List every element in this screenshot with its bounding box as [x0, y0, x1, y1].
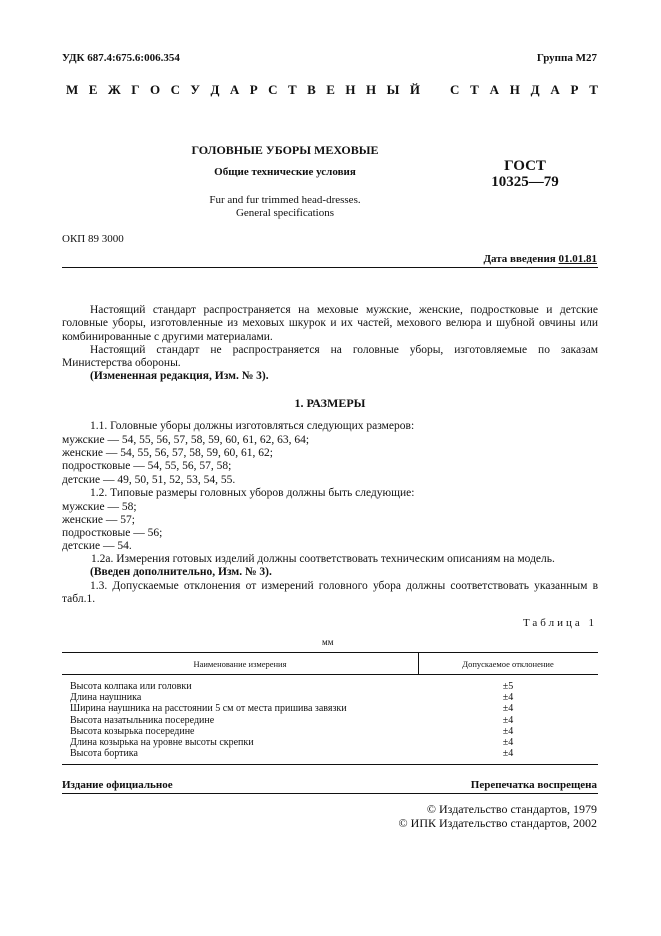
heading-letter: Т: [470, 82, 479, 97]
english-title-line2: General specifications: [235, 207, 335, 219]
heading-letter: Д: [210, 82, 220, 97]
heading-letter: Т: [589, 82, 598, 97]
table-cell-value: ±5: [502, 681, 514, 692]
udk-code: УДК 687.4:675.6:006.354: [62, 52, 180, 64]
table-cell-value: ±4: [502, 737, 514, 749]
gost-label: ГОСТ: [504, 158, 546, 174]
clause-1-1: 1.1. Головные уборы должны изготовляться следующих размеров:: [90, 420, 415, 432]
heading-letter: О: [149, 82, 161, 97]
heading-letter: Й: [409, 82, 420, 97]
sizes-children: детские — 49, 50, 51, 52, 53, 54, 55.: [62, 474, 236, 486]
document-title: ГОЛОВНЫЕ УБОРЫ МЕХОВЫЕ: [191, 143, 379, 157]
heading-letter: Р: [249, 82, 258, 97]
clause-1-2: 1.2. Типовые размеры головных уборов должны быть следующие:: [90, 487, 415, 499]
english-title-line1: Fur and fur trimmed head-dresses.: [209, 194, 361, 206]
table-row: Ширина наушника на расстоянии 5 см от места пришива завязки: [70, 703, 347, 715]
header-divider: [62, 267, 598, 268]
heading-letter: Н: [366, 82, 377, 97]
heading-letter: Н: [345, 82, 356, 97]
table-row: Высота козырька посередине: [70, 725, 195, 737]
typical-teen: подростковые — 56;: [62, 527, 163, 539]
table-bottom-border: [62, 764, 598, 765]
footer-divider: [62, 793, 598, 794]
table-header-border: [62, 674, 598, 675]
table-cell-value: ±4: [502, 692, 514, 704]
intro-paragraph-2: Настоящий стандарт не распространяется на головные уборы, изготовляемые по заказам Министерства обороны.: [62, 344, 598, 370]
heading-letter: У: [190, 82, 200, 97]
table-row: Высота бортика: [70, 748, 138, 760]
table-unit: мм: [322, 637, 334, 647]
table-cell-value: ±4: [502, 714, 514, 726]
effective-date: [483, 253, 597, 265]
heading-letter: Ж: [107, 82, 121, 97]
date-value: 01.01.81: [558, 253, 597, 265]
table-header-measurement: Наименование измерения: [193, 659, 287, 669]
table-top-border: [62, 652, 598, 653]
heading-letter: А: [489, 82, 499, 97]
standard-heading: [66, 82, 598, 98]
heading-letter: Г: [131, 82, 140, 97]
clause-1-3: 1.3. Допускаемые отклонения от измерений головного убора должны соответствовать указанным в табл.1.: [62, 580, 598, 606]
table-row: Высота назатыльника посередине: [70, 714, 215, 726]
heading-letter: С: [268, 82, 278, 97]
heading-letter: В: [307, 82, 316, 97]
table-caption: Таблица 1: [522, 617, 597, 629]
table-row: Длина наушника: [70, 692, 142, 704]
typical-women: женские — 57;: [62, 514, 135, 526]
heading-word-interstate: [66, 82, 420, 98]
table-cell-value: ±4: [502, 748, 514, 760]
table-cell-value: ±4: [502, 725, 514, 737]
date-label: Дата введения: [483, 253, 556, 265]
heading-letter: М: [66, 82, 79, 97]
sizes-women: женские — 54, 55, 56, 57, 58, 59, 60, 61, 62;: [62, 447, 273, 459]
clause-1-2a-note: (Введен дополнительно, Изм. № 3).: [90, 566, 272, 578]
heading-letter: Е: [326, 82, 335, 97]
typical-children: детские — 54.: [62, 540, 132, 552]
section-title-sizes: 1. РАЗМЕРЫ: [294, 396, 366, 410]
group-code: Группа М27: [536, 52, 597, 64]
sizes-teen: подростковые — 54, 55, 56, 57, 58;: [62, 460, 232, 472]
table-row: Длина козырька на уровне высоты скрепки: [70, 737, 254, 749]
heading-letter: Р: [570, 82, 579, 97]
heading-letter: Н: [509, 82, 520, 97]
table-row: Высота колпака или головки: [70, 681, 192, 692]
heading-letter: С: [450, 82, 460, 97]
heading-letter: Д: [530, 82, 540, 97]
heading-letter: С: [170, 82, 180, 97]
table-cell-value: ±4: [502, 703, 514, 715]
gost-number: 10325—79: [491, 174, 559, 190]
copyright-2002: © ИПК Издательство стандартов, 2002: [398, 816, 597, 830]
clause-1-2a: 1.2a. Измерения готовых изделий должны соответствовать техническим описаниям на модель.: [91, 553, 555, 565]
typical-men: мужские — 58;: [62, 501, 137, 513]
table-body-values: [418, 681, 598, 759]
copyright-1979: © Издательство стандартов, 1979: [426, 802, 597, 816]
heading-word-standard: [450, 82, 598, 98]
sizes-men: мужские — 54, 55, 56, 57, 58, 59, 60, 61, 62, 63, 64;: [62, 434, 310, 446]
intro-paragraph-1: Настоящий стандарт распространяется на меховые мужские, женские, подростковые и детские головные уборы, изготовленные из меховых шкурок и их частей, мехового велюра и шубной овчины или комбинированные с другими материалами.: [62, 304, 598, 343]
heading-letter: Ы: [386, 82, 400, 97]
document-subtitle: Общие технические условия: [214, 166, 356, 178]
heading-letter: А: [550, 82, 560, 97]
heading-letter: А: [229, 82, 240, 97]
heading-letter: Е: [88, 82, 98, 97]
reprint-prohibited: Перепечатка воспрещена: [470, 779, 597, 791]
table-header-tolerance: Допускаемое отклонение: [462, 659, 554, 669]
official-edition: Издание официальное: [62, 779, 173, 791]
table-body-names: [70, 681, 410, 759]
heading-letter: Т: [288, 82, 297, 97]
okp-code: ОКП 89 3000: [62, 233, 124, 245]
intro-amendment-note: (Измененная редакция, Изм. № 3).: [90, 370, 269, 382]
